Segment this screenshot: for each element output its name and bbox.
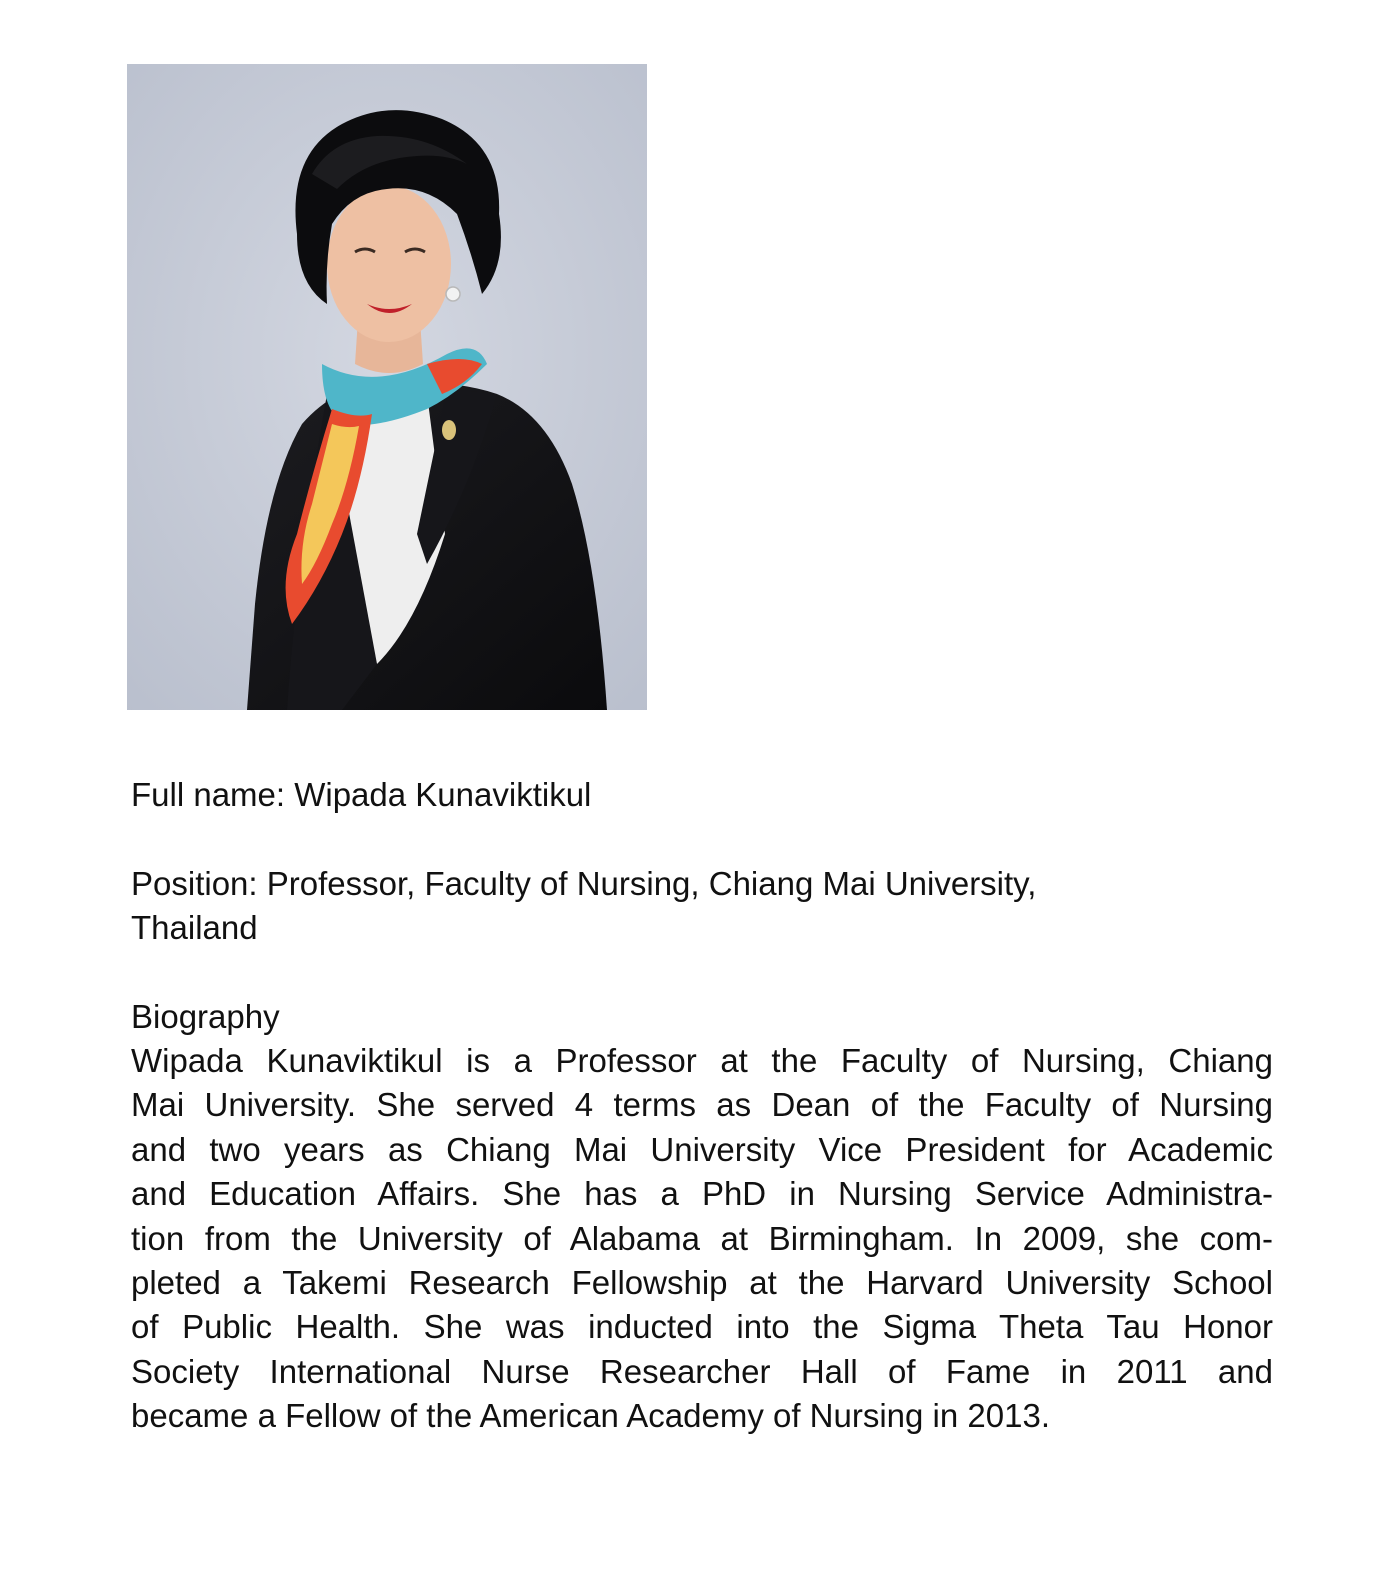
biography-line: Wipada Kunaviktikul is a Professor at the Faculty of Nursing, Chiang bbox=[131, 1042, 1273, 1079]
biography-line: became a Fellow of the American Academy of Nursing in 2013. bbox=[131, 1397, 1050, 1435]
biography-line: and Education Affairs. She has a PhD in Nursing Service Administra- bbox=[131, 1175, 1273, 1213]
biography-line: Society International Nurse Researcher Hall of Fame in 2011 and bbox=[131, 1352, 1273, 1390]
biography-heading bbox=[131, 995, 1273, 1039]
biography-line: tion from the University of Alabama at Birmingham. In 2009, she com- bbox=[131, 1219, 1273, 1257]
biography-line: pleted a Takemi Research Fellowship at the Harvard University School bbox=[131, 1264, 1273, 1302]
biography-heading-text: Biography bbox=[131, 998, 280, 1035]
position-line-2: Thailand bbox=[131, 909, 258, 947]
full-name bbox=[131, 773, 1273, 817]
biography-line: and two years as Chiang Mai University Vice President for Academic bbox=[131, 1130, 1273, 1168]
portrait-photo bbox=[127, 64, 647, 710]
position-line-1: Position: Professor, Faculty of Nursing, Chiang Mai University, bbox=[131, 865, 1037, 902]
biography-line: of Public Health. She was inducted into the Sigma Theta Tau Honor bbox=[131, 1308, 1273, 1346]
biography-body bbox=[131, 1039, 1273, 1439]
position bbox=[131, 862, 1191, 951]
biography-line: Mai University. She served 4 terms as Dean of the Faculty of Nursing bbox=[131, 1086, 1273, 1124]
full-name-text: Full name: Wipada Kunaviktikul bbox=[131, 776, 592, 813]
